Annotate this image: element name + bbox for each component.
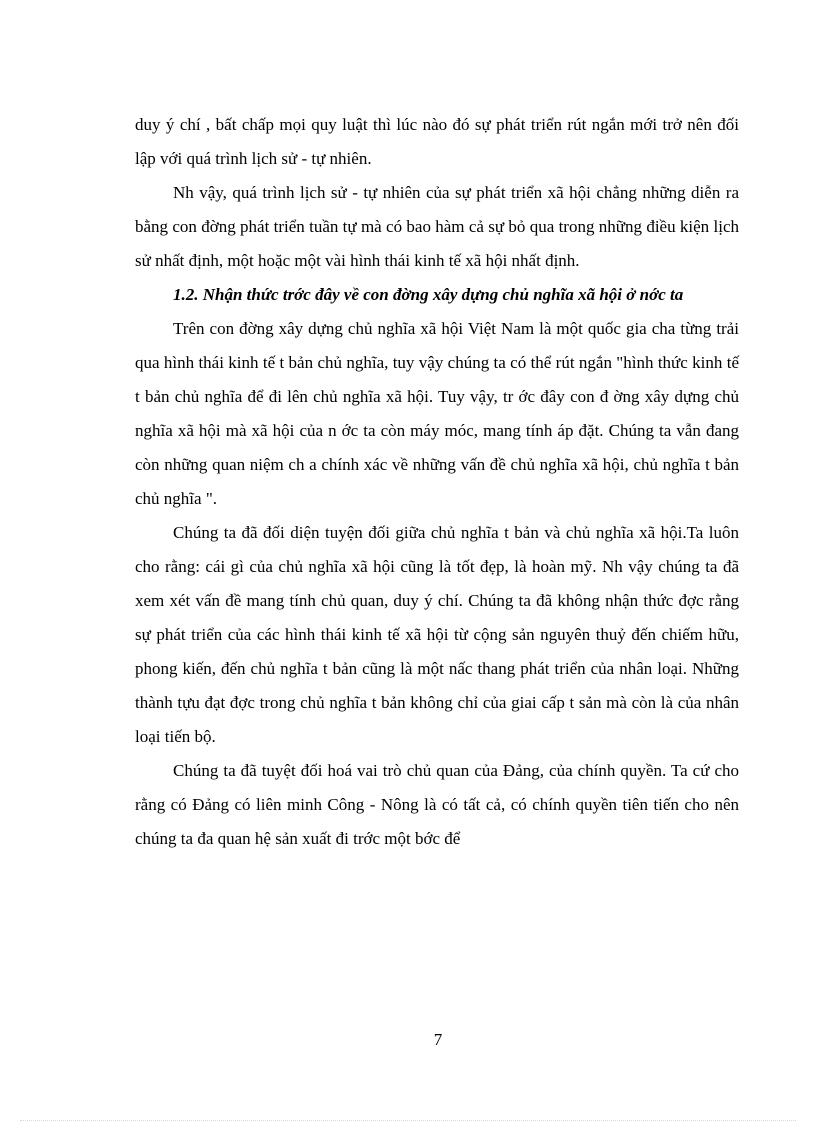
section-heading: 1.2. Nhận thức trớc đây về con đờng xây dựng chủ nghĩa xã hội ở nớc ta bbox=[173, 285, 684, 304]
document-body bbox=[135, 108, 739, 856]
paragraph: Trên con đờng xây dựng chủ nghĩa xã hội Việt Nam là một quốc gia cha từng trải qua hình thái kinh tế t bản chủ nghĩa, tuy vậy chúng ta có thể rút ngắn "hình thức kinh tế t bản chủ nghĩa để đi lên chủ nghĩa xã hội. Tuy vậy, tr ớc đây con đ ờng xây dựng chủ nghĩa xã hội mà xã hội của n ớc ta còn máy móc, mang tính áp đặt. Chúng ta vẫn đang còn những quan niệm ch a chính xác về những vấn đề chủ nghĩa xã hội, chủ nghĩa t bản chủ nghĩa ". bbox=[135, 319, 739, 508]
paragraph: Nh vậy, quá trình lịch sử - tự nhiên của sự phát triển xã hội chẳng những diễn ra bằng con đờng phát triển tuần tự mà có bao hàm cả sự bỏ qua trong những điều kiện lịch sử nhất định, một hoặc một vài hình thái kinh tế xã hội nhất định. bbox=[135, 183, 739, 270]
paragraph: Chúng ta đã tuyệt đối hoá vai trò chủ quan của Đảng, của chính quyền. Ta cứ cho rằng có Đảng có liên minh Công - Nông là có tất cả, có chính quyền tiên tiến cho nên chúng ta đa quan hệ sản xuất đi trớc một bớc để bbox=[135, 761, 739, 848]
page-bottom-divider bbox=[20, 1120, 796, 1121]
page-number: 7 bbox=[433, 1030, 443, 1049]
paragraph-continuation: duy ý chí , bất chấp mọi quy luật thì lúc nào đó sự phát triển rút ngắn mới trở nên đối lập với quá trình lịch sử - tự nhiên. bbox=[135, 115, 739, 168]
paragraph: Chúng ta đã đối diện tuyện đối giữa chủ nghĩa t bản và chủ nghĩa xã hội.Ta luôn cho rằng: cái gì của chủ nghĩa xã hội cũng là tốt đẹp, là hoàn mỹ. Nh vậy chúng ta đã xem xét vấn đề mang tính chủ quan, duy ý chí. Chúng ta đã không nhận thức đợc rằng sự phát triển của các hình thái kinh tế xã hội từ cộng sản nguyên thuỷ đến chiếm hữu, phong kiến, đến chủ nghĩa t bản cũng là một nấc thang phát triển của nhân loại. Những thành tựu đạt đợc trong chủ nghĩa t bản không chỉ của giai cấp t sản mà còn là của nhân loại tiến bộ. bbox=[135, 523, 739, 746]
